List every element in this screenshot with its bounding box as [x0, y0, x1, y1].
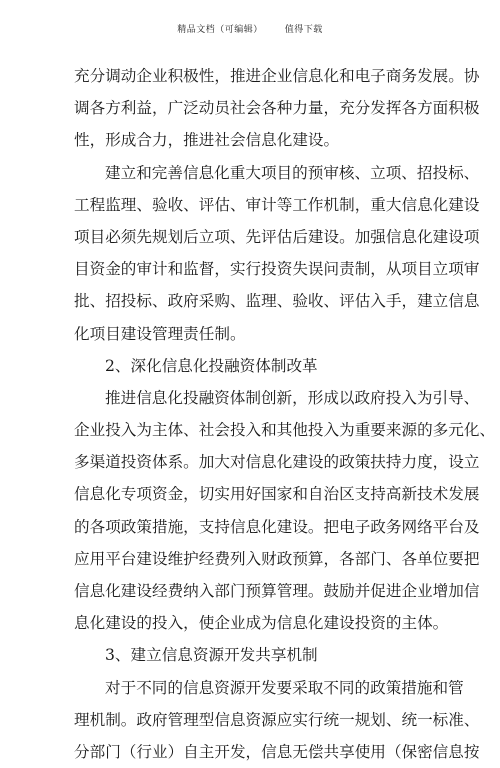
text-line: 分部门（行业）自主开发，信息无偿共享使用（保密信息按 [74, 742, 480, 761]
header-right-text: 值得下载 [284, 25, 323, 35]
text-line: 调各方利益，广泛动员社会各种力量，充分发挥各方面积极 [74, 99, 480, 118]
text-line: 充分调动企业积极性，推进企业信息化和电子商务发展。协 [74, 67, 480, 85]
text-line: 息化建设的投入，使企业成为信息化建设投资的主体。 [74, 614, 449, 633]
page-header [0, 22, 500, 35]
text-line: 多渠道投资体系。加大对信息化建设的政策扶持力度，设立 [74, 453, 480, 472]
text-line: 项目必须先规划后立项、先评估后建设。加强信息化建设项 [74, 227, 480, 246]
text-line: 信息化建设经费纳入部门预算管理。鼓励并促进企业增加信 [74, 582, 480, 600]
text-line: 批、招投标、政府采购、监理、验收、评估入手，建立信息 [74, 292, 480, 311]
text-line: 对于不同的信息资源开发要采取不同的政策措施和管 [105, 678, 464, 697]
text-line: 应用平台建设维护经费列入财政预算，各部门、各单位要把 [74, 549, 480, 568]
header-left-text: 精品文档（可编辑） [177, 25, 263, 35]
text-line: 目资金的审计和监督，实行投资失误问责制，从项目立项审 [74, 260, 480, 279]
text-line: 理机制。政府管理型信息资源应实行统一规划、统一标准、 [74, 710, 480, 729]
text-line: 工程监理、验收、评估、审计等工作机制，重大信息化建设 [74, 195, 480, 214]
text-line: 推进信息化投融资体制创新，形成以政府投入为引导、 [105, 388, 480, 407]
text-line: 3、建立信息资源开发共享机制 [105, 646, 318, 665]
text-line: 2、深化信息化投融资体制改革 [105, 356, 318, 375]
text-line: 建立和完善信息化重大项目的预审核、立项、招投标、 [105, 163, 480, 182]
text-line: 企业投入为主体、社会投入和其他投入为重要来源的多元化、 [74, 421, 496, 440]
document-body [74, 60, 496, 768]
text-line: 化项目建设管理责任制。 [74, 324, 246, 343]
text-line: 信息化专项资金，切实用好国家和自治区支持高新技术发展 [74, 485, 480, 504]
text-line: 的各项政策措施，支持信息化建设。把电子政务网络平台及 [74, 517, 480, 536]
text-line: 性，形成合力，推进社会信息化建设。 [74, 131, 340, 150]
